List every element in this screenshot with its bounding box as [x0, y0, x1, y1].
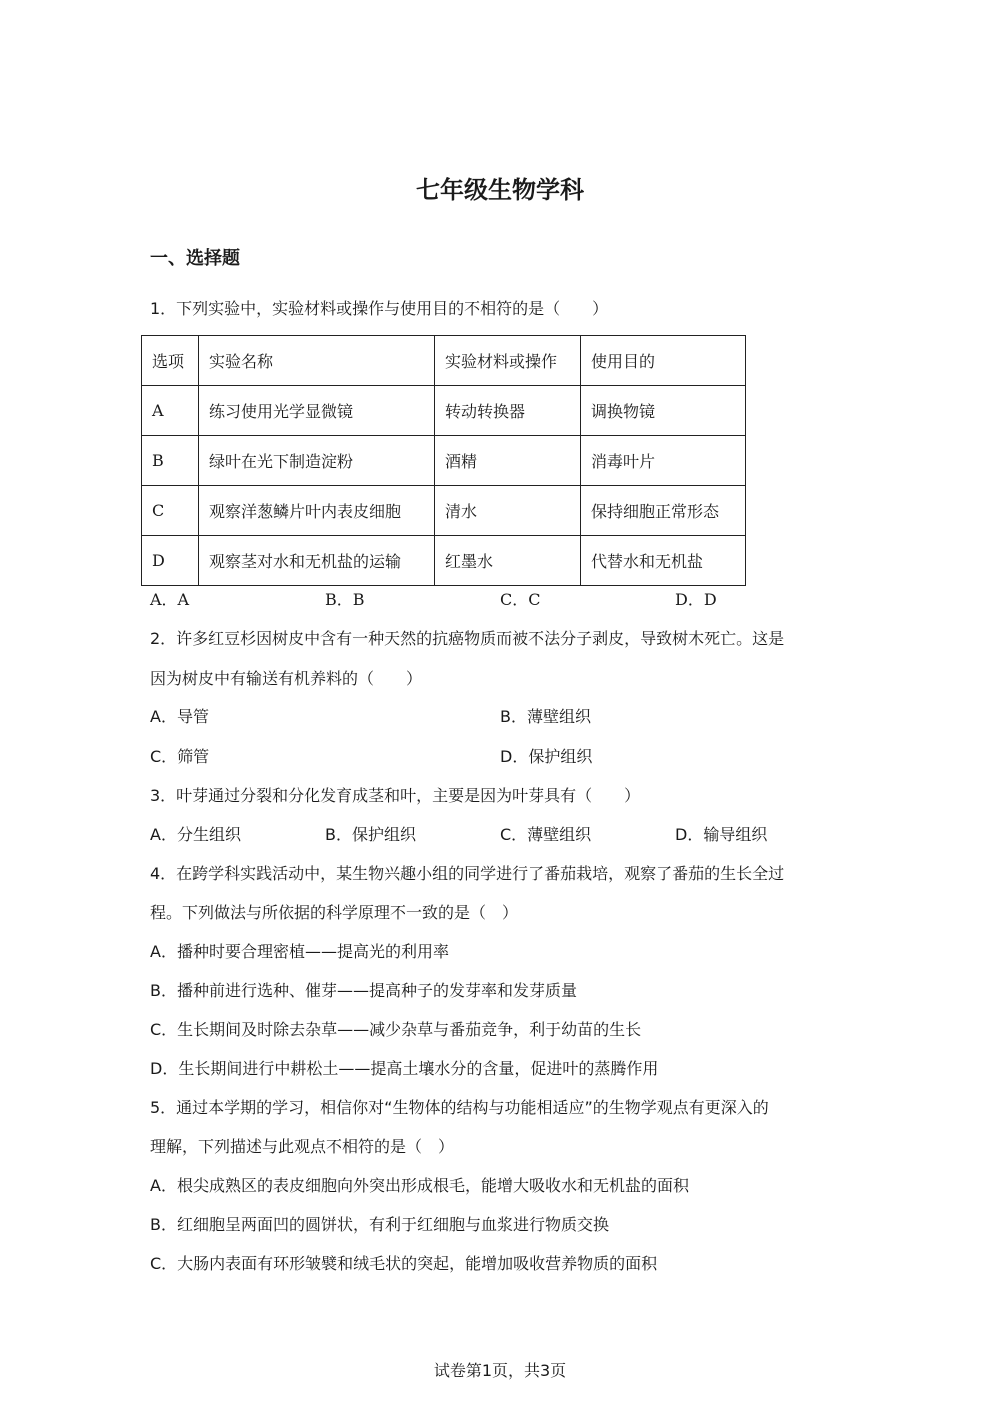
question-3-option-d: D．输导组织 — [675, 825, 768, 844]
question-2-stem-line-2: 因为树皮中有输送有机养料的（ ） — [150, 669, 423, 688]
table-cell: 清水 — [435, 486, 581, 536]
table-header-cell: 使用目的 — [581, 336, 746, 386]
table-cell: C — [142, 486, 199, 536]
question-5-stem-line-2: 理解，下列描述与此观点不相符的是（ ） — [150, 1137, 455, 1156]
table-cell: 绿叶在光下制造淀粉 — [199, 436, 435, 486]
question-4-stem-line-2: 程。下列做法与所依据的科学原理不一致的是（ ） — [150, 903, 519, 922]
table-cell: A — [142, 386, 199, 436]
table-header-cell: 实验材料或操作 — [435, 336, 581, 386]
question-5-option-a: A．根尖成熟区的表皮细胞向外突出形成根毛，能增大吸收水和无机盐的面积 — [150, 1176, 689, 1195]
table-cell: B — [142, 436, 199, 486]
table-cell: 酒精 — [435, 436, 581, 486]
question-2-option-b: B．薄壁组织 — [500, 707, 591, 726]
question-4-option-d: D．生长期间进行中耕松土——提高土壤水分的含量，促进叶的蒸腾作用 — [150, 1059, 659, 1078]
question-2-option-a: A．导管 — [150, 707, 209, 726]
question-1-option-a: A．A — [150, 590, 190, 609]
question-1-option-c: C．C — [500, 590, 541, 609]
question-5-option-b: B．红细胞呈两面凹的圆饼状，有利于红细胞与血浆进行物质交换 — [150, 1215, 609, 1234]
question-4-stem-line-1: 4．在跨学科实践活动中，某生物兴趣小组的同学进行了番茄栽培，观察了番茄的生长全过 — [150, 864, 785, 883]
question-1-option-d: D．D — [675, 590, 717, 609]
question-1-stem: 1．下列实验中，实验材料或操作与使用目的不相符的是（ ） — [150, 299, 609, 318]
table-header-cell: 实验名称 — [199, 336, 435, 386]
question-2-option-d: D．保护组织 — [500, 747, 593, 766]
table-row — [142, 436, 746, 486]
question-4-option-c: C．生长期间及时除去杂草——减少杂草与番茄竞争，利于幼苗的生长 — [150, 1020, 642, 1039]
question-4-option-b: B．播种前进行选种、催芽——提高种子的发芽率和发芽质量 — [150, 981, 577, 1000]
question-3-option-c: C．薄壁组织 — [500, 825, 592, 844]
experiment-table — [141, 335, 746, 586]
table-cell: 红墨水 — [435, 536, 581, 586]
question-3-option-a: A．分生组织 — [150, 825, 241, 844]
question-1-option-b: B．B — [325, 590, 365, 609]
question-2-stem-line-1: 2．许多红豆杉因树皮中含有一种天然的抗癌物质而被不法分子剥皮，导致树木死亡。这是 — [150, 629, 785, 648]
table-cell: 观察洋葱鳞片叶内表皮细胞 — [199, 486, 435, 536]
question-2-option-c: C．筛管 — [150, 747, 210, 766]
question-3-stem: 3．叶芽通过分裂和分化发育成茎和叶，主要是因为叶芽具有（ ） — [150, 786, 641, 805]
section-heading: 一、选择题 — [150, 248, 240, 269]
table-row — [142, 486, 746, 536]
table-row — [142, 386, 746, 436]
table-cell: 保持细胞正常形态 — [581, 486, 746, 536]
question-3-option-b: B．保护组织 — [325, 825, 416, 844]
question-5-stem-line-1: 5．通过本学期的学习，相信你对“生物体的结构与功能相适应”的生物学观点有更深入的 — [150, 1098, 769, 1117]
table-cell: 观察茎对水和无机盐的运输 — [199, 536, 435, 586]
table-cell: 调换物镜 — [581, 386, 746, 436]
table-row — [142, 536, 746, 586]
question-5-option-c: C．大肠内表面有环形皱襞和绒毛状的突起，能增加吸收营养物质的面积 — [150, 1254, 658, 1273]
table-cell: D — [142, 536, 199, 586]
question-4-option-a: A．播种时要合理密植——提高光的利用率 — [150, 942, 449, 961]
table-cell: 代替水和无机盐 — [581, 536, 746, 586]
table-header-row — [142, 336, 746, 386]
table-cell: 消毒叶片 — [581, 436, 746, 486]
page-title: 七年级生物学科 — [416, 176, 584, 204]
table-cell: 练习使用光学显微镜 — [199, 386, 435, 436]
table-header-cell: 选项 — [142, 336, 199, 386]
page-footer: 试卷第1页，共3页 — [433, 1361, 567, 1380]
table-cell: 转动转换器 — [435, 386, 581, 436]
